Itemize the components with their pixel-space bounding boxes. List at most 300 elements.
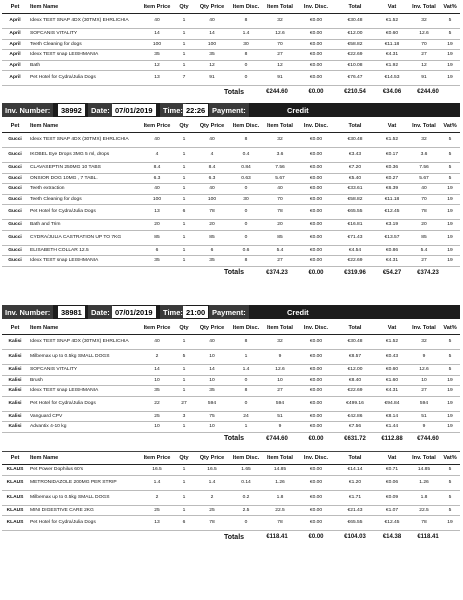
- vat-cell: €0.17: [385, 152, 399, 158]
- qty-cell: 1: [182, 186, 186, 192]
- inv-disc-cell: €0.00: [309, 367, 323, 373]
- column-header-vat-pct: Vat%: [443, 455, 457, 462]
- column-header-inv-disc: Inv. Disc.: [303, 325, 329, 332]
- vat-pct-cell: 5: [448, 367, 452, 373]
- column-header-vat: Vat: [387, 325, 397, 332]
- item-total-cell: 9: [278, 354, 282, 360]
- total-cell: €14.14: [347, 467, 363, 473]
- item-total-cell: 78: [277, 209, 283, 215]
- qty-cell: 1: [182, 222, 186, 228]
- vat-pct-cell: 19: [447, 247, 453, 253]
- item-name-cell: Brush: [30, 377, 43, 383]
- qty-cell: 1: [182, 494, 186, 500]
- inv-disc-cell: €0.00: [309, 175, 323, 181]
- item-disc-cell: 8: [244, 18, 248, 24]
- inv-total-cell: 27: [421, 388, 427, 394]
- inv-total-cell: 32: [421, 18, 427, 24]
- item-name-cell: SOFCANIS VITALITY: [30, 31, 78, 37]
- totals-inv-total: €244.60: [417, 89, 439, 96]
- column-header-inv-disc: Inv. Disc.: [303, 455, 329, 462]
- item-disc-cell: 8: [244, 137, 248, 143]
- vat-pct-cell: 5: [448, 467, 452, 473]
- table-row: [2, 350, 460, 365]
- inv-total-cell: 27: [421, 52, 427, 58]
- qty-cell: 1: [182, 367, 186, 373]
- item-total-cell: 9: [278, 424, 282, 430]
- totals-sum: €244.60: [266, 89, 288, 96]
- item-price-cell: 14: [154, 367, 160, 373]
- item-name-cell: Idexx TEST snap LEISHMANIA: [30, 258, 99, 264]
- column-header-item-disc: Item Disc.: [232, 123, 260, 130]
- table-row: [2, 133, 460, 148]
- vat-cell: €1.52: [385, 137, 399, 143]
- qty-cell: 1: [182, 377, 186, 383]
- total-cell: €1.20: [348, 479, 362, 485]
- item-name-cell: Pet Hotel for Cydra/Julia Dogs: [30, 400, 96, 406]
- item-name-cell: Teeth Cleaning for dogs: [30, 196, 82, 202]
- item-name-cell: Pet Hotel for Cydra/Julia Dogs: [30, 520, 96, 526]
- column-header-item-total: Item Total: [266, 123, 293, 130]
- vat-pct-cell: 5: [448, 152, 452, 158]
- vat-cell: €3.19: [385, 222, 399, 228]
- invoice-payment: Credit: [287, 105, 309, 115]
- pet-cell: Kalisi: [8, 400, 22, 406]
- item-total-cell: 594: [275, 400, 285, 406]
- item-price-cell: 100: [152, 196, 162, 202]
- inv-total-cell: 32: [421, 339, 427, 345]
- item-total-cell: 12: [277, 62, 283, 68]
- column-header-total: Total: [348, 455, 362, 462]
- inv-total-cell: 85: [421, 234, 427, 240]
- inv-disc-cell: €0.00: [309, 18, 323, 24]
- pet-cell: April: [9, 75, 21, 81]
- column-header-pet: Pet: [10, 123, 20, 130]
- invoice-time-label: Time:: [160, 305, 186, 319]
- pet-cell: Gucci: [8, 258, 22, 264]
- vat-cell: €1.92: [385, 62, 399, 68]
- item-name-cell: Bath and Trim: [30, 222, 61, 228]
- inv-disc-cell: €0.00: [309, 479, 323, 485]
- vat-cell: €0.71: [385, 467, 399, 473]
- item-name-cell: Pet Hotel for Cydra/Julia Dogs: [30, 75, 96, 81]
- inv-total-cell: 5.4: [420, 247, 428, 253]
- table-row: [2, 386, 460, 397]
- item-price-cell: 35: [154, 258, 160, 264]
- qty-price-cell: 20: [209, 222, 215, 228]
- inv-total-cell: 1.8: [420, 494, 428, 500]
- totals-total: €631.72: [344, 435, 366, 442]
- item-price-cell: 35: [154, 52, 160, 58]
- column-header-item-name: Item Name: [30, 4, 59, 11]
- column-header-item-name: Item Name: [30, 123, 59, 130]
- item-name-cell: CLAVASEPTIN 250MG 10 TABS: [30, 165, 101, 171]
- item-disc-cell: 8: [244, 258, 248, 264]
- invoice-payment-label: Payment:: [209, 305, 249, 319]
- invoice-time: 21:00: [183, 306, 208, 318]
- qty-price-cell: 100: [207, 196, 217, 202]
- pet-cell: KLAUS: [6, 494, 24, 500]
- table-header: [2, 324, 460, 335]
- pet-cell: April: [9, 62, 21, 68]
- inv-total-cell: 70: [421, 41, 427, 47]
- total-cell: €1.71: [348, 494, 362, 500]
- column-header-qty: Qty: [179, 325, 189, 332]
- item-name-cell: Pet Hotel for Cydra/Julia Dogs: [30, 209, 96, 215]
- qty-cell: 1: [182, 196, 186, 202]
- item-total-cell: 27: [277, 258, 283, 264]
- qty-price-cell: 40: [209, 18, 215, 24]
- column-header-vat-pct: Vat%: [443, 4, 457, 11]
- item-total-cell: 32: [277, 18, 283, 24]
- item-total-cell: 3.6: [276, 152, 284, 158]
- column-header-item-price: Item Price: [143, 325, 171, 332]
- item-disc-cell: 0: [244, 520, 248, 526]
- vat-pct-cell: 5: [448, 354, 452, 360]
- total-cell: €21.43: [347, 507, 363, 513]
- totals-sum: €118.41: [266, 534, 288, 541]
- pet-cell: Gucci: [8, 165, 22, 171]
- item-disc-cell: 2.5: [242, 507, 250, 513]
- total-cell: €22.69: [347, 388, 363, 394]
- qty-price-cell: 2: [210, 494, 214, 500]
- item-price-cell: 22: [154, 400, 160, 406]
- inv-disc-cell: €0.00: [309, 196, 323, 202]
- invoice-time-label: Time:: [160, 103, 186, 117]
- table-row: [2, 246, 460, 257]
- qty-cell: 6: [182, 209, 186, 215]
- vat-cell: €1.60: [385, 377, 399, 383]
- inv-total-cell: 9: [422, 354, 426, 360]
- qty-price-cell: 100: [207, 41, 217, 47]
- item-price-cell: 4: [155, 152, 159, 158]
- totals-row: [2, 531, 460, 544]
- qty-cell: 1: [182, 507, 186, 513]
- inv-total-cell: 1.26: [419, 479, 429, 485]
- vat-cell: €0.60: [385, 367, 399, 373]
- qty-cell: 1: [182, 258, 186, 264]
- item-disc-cell: 8: [244, 388, 248, 394]
- inv-disc-cell: €0.00: [309, 494, 323, 500]
- column-header-item-name: Item Name: [30, 325, 59, 332]
- qty-cell: 1: [182, 424, 186, 430]
- total-cell: €76.47: [347, 75, 363, 81]
- vat-cell: €6.39: [385, 186, 399, 192]
- totals-total: €210.54: [344, 89, 366, 96]
- inv-total-cell: 12: [421, 62, 427, 68]
- inv-disc-cell: €0.00: [309, 165, 323, 171]
- qty-cell: 1: [182, 339, 186, 345]
- inv-total-cell: 12.6: [419, 31, 429, 37]
- vat-cell: €13.57: [384, 234, 400, 240]
- item-price-cell: 40: [154, 186, 160, 192]
- qty-price-cell: 10: [209, 354, 215, 360]
- item-total-cell: 14.85: [273, 467, 287, 473]
- item-price-cell: 13: [154, 75, 160, 81]
- column-header-qty: Qty: [179, 455, 189, 462]
- column-header-qty-price: Qty Price: [199, 4, 225, 11]
- pet-cell: KLAUS: [6, 507, 24, 513]
- column-header-pet: Pet: [10, 4, 20, 11]
- item-name-cell: Teeth extraction: [30, 186, 65, 192]
- totals-inv-total: €118.41: [417, 534, 439, 541]
- table-header: [2, 454, 460, 465]
- qty-cell: 1: [182, 388, 186, 394]
- item-name-cell: Milbemax up to 0.5kg SMALL DOGS: [30, 494, 110, 500]
- item-price-cell: 16.5: [152, 467, 162, 473]
- qty-cell: 1: [182, 479, 186, 485]
- column-header-vat: Vat: [387, 123, 397, 130]
- pet-cell: Gucci: [8, 186, 22, 192]
- column-header-vat: Vat: [387, 455, 397, 462]
- qty-cell: 27: [181, 400, 187, 406]
- vat-pct-cell: 5: [448, 494, 452, 500]
- item-price-cell: 2: [155, 354, 159, 360]
- column-header-vat-pct: Vat%: [443, 123, 457, 130]
- column-header-qty-price: Qty Price: [199, 325, 225, 332]
- totals-total: €104.03: [344, 534, 366, 541]
- column-header-qty-price: Qty Price: [199, 123, 225, 130]
- qty-price-cell: 12: [209, 62, 215, 68]
- vat-pct-cell: 19: [447, 413, 453, 419]
- inv-disc-cell: €0.00: [309, 424, 323, 430]
- column-header-item-name: Item Name: [30, 455, 59, 462]
- item-total-cell: 20: [277, 222, 283, 228]
- invoice-date-label: Date:: [88, 305, 113, 319]
- item-name-cell: Vanguard CPV: [30, 413, 63, 419]
- inv-total-cell: 3.6: [420, 152, 428, 158]
- column-header-item-price: Item Price: [143, 4, 171, 11]
- item-disc-cell: 30: [243, 196, 249, 202]
- item-price-cell: 100: [152, 41, 162, 47]
- qty-price-cell: 6.3: [208, 175, 216, 181]
- qty-cell: 3: [182, 413, 186, 419]
- vat-pct-cell: 19: [447, 52, 453, 58]
- item-price-cell: 40: [154, 339, 160, 345]
- total-cell: €22.69: [347, 258, 363, 264]
- vat-cell: €0.36: [385, 165, 399, 171]
- inv-disc-cell: €0.00: [309, 388, 323, 394]
- table-row: [2, 476, 460, 491]
- qty-price-cell: 75: [209, 413, 215, 419]
- item-name-cell: Teeth Cleaning for dogs: [30, 41, 82, 47]
- item-disc-cell: 0.2: [242, 494, 250, 500]
- vat-pct-cell: 5: [448, 507, 452, 513]
- total-cell: €65.55: [347, 209, 363, 215]
- qty-price-cell: 10: [209, 377, 215, 383]
- column-header-item-disc: Item Disc.: [232, 455, 260, 462]
- item-price-cell: 13: [154, 520, 160, 526]
- totals-inv-total: €744.60: [417, 435, 439, 442]
- vat-pct-cell: 5: [448, 18, 452, 24]
- pet-cell: Kalisi: [8, 377, 22, 383]
- item-name-cell: METRONIDAZOLE 200MG PER STRIP: [30, 479, 117, 485]
- column-header-item-price: Item Price: [143, 455, 171, 462]
- qty-price-cell: 14: [209, 367, 215, 373]
- total-cell: €65.55: [347, 520, 363, 526]
- qty-price-cell: 40: [209, 186, 215, 192]
- column-header-total: Total: [348, 123, 362, 130]
- inv-total-cell: 594: [419, 400, 429, 406]
- column-header-item-disc: Item Disc.: [232, 325, 260, 332]
- totals-sum: €374.23: [266, 269, 288, 276]
- item-disc-cell: 8: [244, 339, 248, 345]
- item-disc-cell: 0: [244, 75, 248, 81]
- item-price-cell: 40: [154, 137, 160, 143]
- inv-disc-cell: €0.00: [309, 467, 323, 473]
- item-name-cell: Advantix 4-10 kg: [30, 424, 67, 430]
- inv-disc-cell: €0.00: [309, 520, 323, 526]
- total-cell: €4.54: [348, 247, 362, 253]
- inv-total-cell: 32: [421, 137, 427, 143]
- pet-cell: Gucci: [8, 196, 22, 202]
- totals-total: €319.96: [344, 269, 366, 276]
- inv-disc-cell: €0.00: [309, 234, 323, 240]
- item-name-cell: Bath: [30, 62, 41, 68]
- inv-total-cell: 14.85: [417, 467, 431, 473]
- column-header-pet: Pet: [10, 455, 20, 462]
- item-disc-cell: 8: [244, 52, 248, 58]
- vat-pct-cell: 5: [448, 31, 452, 37]
- item-name-cell: ONSIOR DOG 10MG , 7 TABL.: [30, 175, 98, 181]
- vat-cell: €94.84: [384, 400, 400, 406]
- inv-disc-cell: €0.00: [309, 247, 323, 253]
- item-disc-cell: 0: [244, 400, 248, 406]
- vat-cell: €11.18: [384, 41, 400, 47]
- table-row: [2, 184, 460, 195]
- qty-price-cell: 85: [209, 234, 215, 240]
- item-disc-cell: 0.4: [242, 152, 250, 158]
- qty-cell: 1: [182, 31, 186, 37]
- item-total-cell: 40: [277, 186, 283, 192]
- item-total-cell: 12.6: [275, 367, 285, 373]
- column-header-inv-disc: Inv. Disc.: [303, 123, 329, 130]
- column-header-vat-pct: Vat%: [443, 325, 457, 332]
- pet-cell: Kalisi: [8, 424, 22, 430]
- totals-vat: €34.06: [382, 89, 402, 96]
- vat-pct-cell: 19: [447, 388, 453, 394]
- item-name-cell: Idexx TEST snap LEISHMANIA: [30, 388, 99, 394]
- totals-inv-disc: €0.00: [308, 269, 324, 276]
- table-row: [2, 29, 460, 40]
- table-row: [2, 506, 460, 517]
- table-row: [2, 195, 460, 206]
- invoice-time: 22:26: [183, 104, 208, 116]
- vat-cell: €0.09: [385, 494, 399, 500]
- item-disc-cell: 0.84: [241, 165, 251, 171]
- column-header-vat: Vat: [387, 4, 397, 11]
- item-name-cell: SOFCANIS VITALITY: [30, 367, 78, 373]
- item-total-cell: 32: [277, 137, 283, 143]
- qty-price-cell: 10: [209, 424, 215, 430]
- vat-cell: €1.52: [385, 339, 399, 345]
- table-header: [2, 3, 460, 14]
- invoice-payment: Credit: [287, 307, 309, 317]
- invoice-section-gucci: [2, 122, 460, 280]
- table-row: [2, 61, 460, 72]
- qty-price-cell: 16.5: [207, 467, 217, 473]
- totals-inv-disc: €0.00: [308, 435, 324, 442]
- totals-label: Totals: [223, 88, 245, 96]
- item-disc-cell: 30: [243, 41, 249, 47]
- item-price-cell: 13: [154, 209, 160, 215]
- qty-price-cell: 40: [209, 137, 215, 143]
- column-header-total: Total: [348, 4, 362, 11]
- inv-total-cell: 20: [421, 222, 427, 228]
- column-header-inv-disc: Inv. Disc.: [303, 4, 329, 11]
- totals-row: [2, 267, 460, 280]
- qty-price-cell: 4: [210, 152, 214, 158]
- table-row: [2, 50, 460, 61]
- item-price-cell: 25: [154, 413, 160, 419]
- item-total-cell: 70: [277, 41, 283, 47]
- total-cell: €12.00: [347, 367, 363, 373]
- item-price-cell: 12: [154, 62, 160, 68]
- item-total-cell: 27: [277, 52, 283, 58]
- table-row: [2, 412, 460, 423]
- table-row: [2, 220, 460, 231]
- inv-total-cell: 51: [421, 413, 427, 419]
- vat-cell: €1.07: [385, 507, 399, 513]
- item-disc-cell: 1: [244, 354, 248, 360]
- totals-row: [2, 433, 460, 446]
- inv-total-cell: 70: [421, 196, 427, 202]
- item-total-cell: 1.26: [275, 479, 285, 485]
- item-total-cell: 91: [277, 75, 283, 81]
- vat-cell: €0.06: [385, 479, 399, 485]
- pet-cell: Kalisi: [8, 413, 22, 419]
- inv-total-cell: 12.6: [419, 367, 429, 373]
- vat-pct-cell: 19: [447, 75, 453, 81]
- table-row: [2, 163, 460, 174]
- column-header-item-disc: Item Disc.: [232, 4, 260, 11]
- total-cell: €71.43: [347, 234, 363, 240]
- totals-vat: €14.38: [382, 534, 402, 541]
- qty-cell: 6: [182, 520, 186, 526]
- inv-disc-cell: €0.00: [309, 413, 323, 419]
- column-header-qty-price: Qty Price: [199, 455, 225, 462]
- inv-total-cell: 22.5: [419, 507, 429, 513]
- item-name-cell: Idexx TEST SNAP 4DX (30TMX) EHRLICHIA: [30, 137, 129, 143]
- item-total-cell: 10: [277, 377, 283, 383]
- totals-label: Totals: [223, 269, 245, 277]
- inv-total-cell: 78: [421, 209, 427, 215]
- vat-pct-cell: 19: [447, 234, 453, 240]
- item-price-cell: 14: [154, 31, 160, 37]
- vat-pct-cell: 19: [447, 186, 453, 192]
- table-row: [2, 365, 460, 376]
- inv-disc-cell: €0.00: [309, 41, 323, 47]
- item-price-cell: 40: [154, 18, 160, 24]
- pet-cell: KLAUS: [6, 467, 24, 473]
- inv-total-cell: 27: [421, 258, 427, 264]
- total-cell: €33.61: [347, 186, 363, 192]
- inv-disc-cell: €0.00: [309, 75, 323, 81]
- item-price-cell: 35: [154, 388, 160, 394]
- pet-cell: Gucci: [8, 247, 22, 253]
- invoice-number: 38992: [58, 104, 85, 116]
- qty-price-cell: 8.4: [208, 165, 216, 171]
- totals-label: Totals: [223, 533, 245, 541]
- vat-cell: €4.31: [385, 52, 399, 58]
- item-total-cell: 12.6: [275, 31, 285, 37]
- inv-disc-cell: €0.00: [309, 258, 323, 264]
- pet-cell: Kalisi: [8, 388, 22, 394]
- total-cell: €12.00: [347, 31, 363, 37]
- qty-cell: 1: [182, 137, 186, 143]
- vat-cell: €4.31: [385, 258, 399, 264]
- column-header-item-total: Item Total: [266, 455, 293, 462]
- item-total-cell: 1.8: [276, 494, 284, 500]
